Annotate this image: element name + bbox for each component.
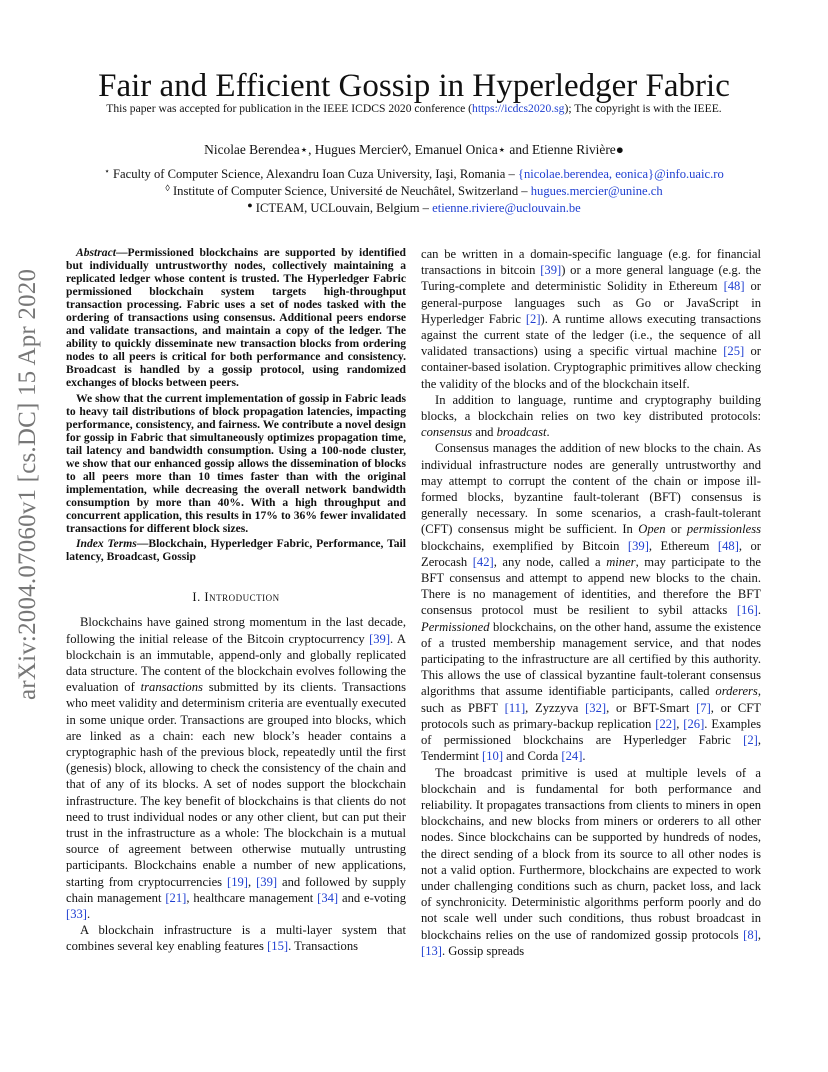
abstract-label: Abstract [76, 246, 116, 259]
right-paragraph-3: Consensus manages the addition of new blocks to the chain. As individual infrastructure nodes are generally untrustworthy and may attempt to corrupt the content of the chain or impose ill-formed blocks, byzantine fault-tolerant (BFT) consensus is generally necessary. In some scenarios, a crash-fault-tolerant (CFT) consensus might be sufficient. In Open or permissionless blockchains, exemplified by Bitcoin [39], Ethereum [48], or Zerocash [42], any node, called a miner, may participate to the BFT consensus and attempt to append new blocks to the chain. There is no management of identities, and therefore the BFT consensus protocol must be resilient to sybil attacks [16]. Permissioned blockchains, on the other hand, assume the existence of a trusted membership management service, and that nodes participating to the infrastructure are all certified by this authority. This allows the use of classical byzantine fault-tolerant consensus algorithms that assume identifiable participants, called orderers, such as PBFT [11], Zyzzyva [32], or BFT-Smart [7], or CFT protocols such as primary-backup replication [22], [26]. Examples of permissioned blockchains are Hyperledger Fabric [2], Tendermint [10] and Corda [24]. [421, 441, 762, 764]
paper-title: Fair and Efficient Gossip in Hyperledger Fabric [98, 68, 730, 104]
intro-paragraph-1: Blockchains have gained strong momentum in the last decade, following the initial release of the Bitcoin cryptocurrency [39]. A blockchain is an immutable, append-only and globally replicated data structure. The content of the blockchain evolves following the evaluation of transactions submitted by its clients. Transactions who meet validity and determinism criteria are eventually executed in some unique order. Transactions are grouped into blocks, which are linked as a chain: each new block’s header contains a cryptographic hash of the previous block, repeatedly until the first (genesis) block, allowing to check the consistency of the chain and that of any of its blocks. A set of nodes support the blockchain infrastructure. The key benefit of blockchains is that clients do not need to trust individual nodes or any other client, but can put their trust in the infrastructure as a whole: The blockchain is a mutual source of agreement between otherwise mutually untrusting participants. Blockchains enable a number of new applications, starting from cryptocurrencies [19], [39] and followed by supply chain management [21], healthcare management [34] and e-voting [33]. [66, 615, 406, 921]
arxiv-stamp: arXiv:2004.07060v1 [cs.DC] 15 Apr 2020 [14, 268, 41, 700]
affiliation-3 [0, 197, 828, 216]
note-prefix: This paper was accepted for publication in the IEEE ICDCS 2020 conference ( [106, 102, 473, 115]
publication-note [0, 102, 828, 116]
right-column [421, 246, 761, 959]
email-link[interactable]: etienne.riviere@uclouvain.be [432, 201, 581, 215]
index-terms-text: —Blockchain, Hyperledger Fabric, Performance, Tail latency, Broadcast, Gossip [66, 537, 406, 564]
index-terms [66, 537, 406, 563]
affiliation-mark: ⋆ [104, 166, 110, 176]
right-paragraph-2: In addition to language, runtime and cryptography building blocks, a blockchain relies on two key distributed protocols: consensus and broadcast. [421, 392, 761, 440]
affiliation-text: Institute of Computer Science, Université de Neuchâtel, Switzerland – [172, 184, 531, 198]
right-paragraph-4: The broadcast primitive is used at multiple levels of a blockchain and is fundamental for both performance and reliability. It propagates transactions from clients to miners in open blockchains, and new blocks from miners or orderers to all other nodes. Since blockchains can be supported by hundreds of nodes, the direct sending of a block from its source to all other nodes is not a valid option. Furthermore, blockchains are expected to work under challenging conditions such as churn, packet loss, and lack of synchronicity. Deterministic algorithms perform poorly and do not scale well under such conditions, thus robust broadcast in blockchains relies on the use of randomized gossip protocols [8], [13]. Gossip spreads [421, 765, 761, 958]
section-title-introduction: I. Introduction [192, 590, 280, 605]
affiliation-text: Faculty of Computer Science, Alexandru Ioan Cuza University, Iaşi, Romania – [113, 167, 518, 181]
email-link[interactable]: {nicolae.berendea, eonica}@info.uaic.ro [517, 167, 724, 181]
left-column [66, 246, 406, 955]
right-paragraph-1: can be written in a domain-specific language (e.g. for financial transactions in bitcoin [39]) or a more general language (e.g. the Turing-complete and deterministic Solidity in Ethereum [48] or general-purpose languages such as Go or JavaScript in Hyperledger Fabric [2]). A runtime allows executing transactions against the current state of the ledger (i.e., the sequence of all validated transactions) using a specific virtual machine [25] or container-based isolation. Cryptographic primitives allow checking the validity of the blocks and of the blockchain itself. [421, 247, 762, 391]
conference-link[interactable]: https://icdcs2020.sg [472, 102, 565, 115]
intro-paragraph-2: A blockchain infrastructure is a multi-layer system that combines several key enabling features [15]. Transactions [66, 923, 406, 954]
index-terms-label: Index Terms [76, 537, 137, 551]
abstract-text-1: —Permissioned blockchains are supported by identified but individually untrustworthy nodes, collectively maintaining a replicated ledger whose content is trusted. The Hyperledger Fabric permissioned blockchain system targets high-throughput transaction processing. Fabric uses a set of nodes tasked with the ordering of transactions using consensus. Additional peers endorse and validate transactions, and maintain a copy of the ledger. The ability to quickly disseminate new transaction blocks from ordering nodes to all peers is critical for both performance and consistency. Broadcast is handled by a gossip protocol, using randomized exchanges of blocks between peers. [66, 246, 406, 390]
email-link[interactable]: hugues.mercier@unine.ch [530, 184, 663, 198]
note-suffix: ); The copyright is with the IEEE. [564, 102, 722, 115]
affiliation-mark: ● [247, 200, 253, 210]
author-list: Nicolae Berendea⋆, Hugues Mercier◊, Emanuel Onica⋆ and Etienne Rivière● [204, 142, 624, 157]
abstract-paragraph-1 [66, 246, 406, 390]
affiliation-mark: ◊ [165, 183, 170, 193]
abstract-paragraph-2: We show that the current implementation of gossip in Fabric leads to heavy tail distributions of block propagation latencies, impacting performance, consistency, and fairness. We contribute a novel design for gossip in Fabric that simultaneously optimizes propagation time, tail latency and bandwidth consumption. Using a 100-node cluster, we show that our enhanced gossip allows the dissemination of blocks to all peers more than 10 times faster than with the original implementation, while decreasing the overall network bandwidth consumption by more than 40%. With a high throughput and concurrent application, this results in 17% to 36% fewer invalidated transactions for different block sizes. [66, 391, 406, 535]
affiliation-text: ICTEAM, UCLouvain, Belgium – [255, 201, 433, 215]
